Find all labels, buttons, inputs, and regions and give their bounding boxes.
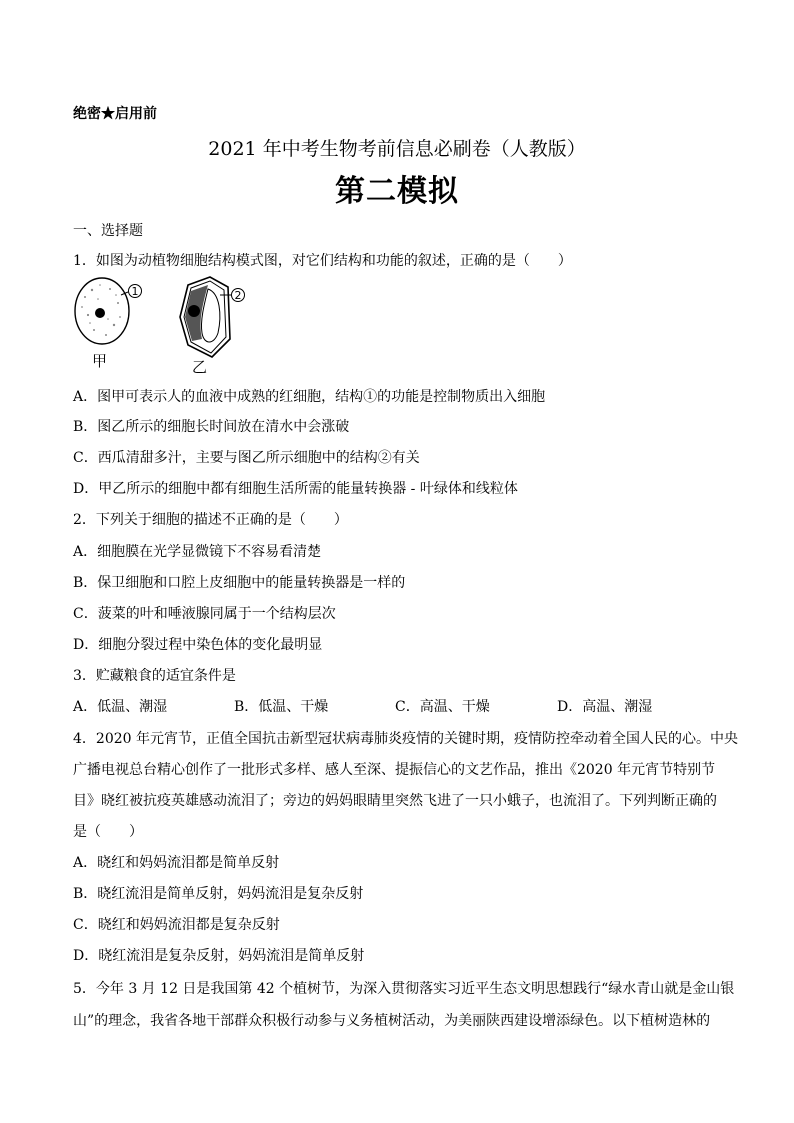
q2-option-a: A．细胞膜在光学显微镜下不容易看清楚	[73, 544, 322, 560]
q1-option-d: D．甲乙所示的细胞中都有细胞生活所需的能量转换器 - 叶绿体和线粒体	[73, 481, 518, 497]
q4-stem-line-2: 广播电视总台精心创作了一批形式多样、感人至深、提振信心的文艺作品，推出《2020 年元宵节特别节	[73, 762, 716, 778]
q4-option-b: B．晓红流泪是简单反射，妈妈流泪是复杂反射	[73, 886, 364, 902]
label-yi: 乙	[192, 358, 208, 376]
section-heading: 一、选择题	[73, 223, 143, 239]
animal-cell-nucleus	[95, 308, 105, 318]
q4-stem-line-1: 4．2020 年元宵节，正值全国抗击新型冠状病毒肺炎疫情的关键时期，疫情防控牵动着全国人民的心。中央	[73, 731, 738, 747]
q3-option-c: C．高温、干燥	[395, 699, 490, 715]
q5-stem-line-1: 5．今年 3 月 12 日是我国第 42 个植树节，为深入贯彻落实习近平生态文明思想践行“绿水青山就是金山银	[73, 981, 735, 997]
q4-stem-line-4: 是（ ）	[73, 824, 143, 840]
q3-option-a: A．低温、潮湿	[73, 699, 168, 715]
q2-option-d: D．细胞分裂过程中染色体的变化最明显	[73, 637, 323, 653]
q2-option-b: B．保卫细胞和口腔上皮细胞中的能量转换器是一样的	[73, 575, 406, 591]
q4-option-a: A．晓红和妈妈流泪都是简单反射	[73, 855, 280, 871]
q3-stem: 3．贮藏粮食的适宜条件是	[73, 668, 236, 684]
q3-option-d: D．高温、潮湿	[557, 699, 653, 715]
confidential-mark: 绝密★启用前	[73, 106, 157, 122]
marker-2: 2	[234, 289, 242, 302]
q1-option-c: C．西瓜清甜多汁，主要与图乙所示细胞中的结构②有关	[73, 450, 420, 466]
q1-option-a: A．图甲可表示人的血液中成熟的红细胞，结构①的功能是控制物质出入细胞	[73, 389, 546, 405]
plant-cell-nucleus	[188, 305, 200, 317]
q3-options	[73, 696, 733, 716]
q1-option-b: B．图乙所示的细胞长时间放在清水中会涨破	[73, 419, 350, 435]
q1-stem: 1．如图为动植物细胞结构模式图，对它们结构和功能的叙述，正确的是（ ）	[73, 253, 572, 269]
exam-subtitle: 2021 年中考生物考前信息必刷卷（人教版）	[208, 138, 586, 160]
exam-title: 第二模拟	[335, 174, 459, 209]
q2-stem: 2．下列关于细胞的描述不正确的是（ ）	[73, 512, 348, 528]
q4-option-c: C．晓红和妈妈流泪都是复杂反射	[73, 917, 280, 933]
marker-1: 1	[131, 285, 139, 298]
q4-stem-line-3: 目》晓红被抗疫英雄感动流泪了；旁边的妈妈眼睛里突然飞进了一只小蛾子，也流泪了。下列判断正确的	[73, 793, 717, 809]
q5-stem-line-2: 山”的理念，我省各地干部群众积极行动参与义务植树活动，为美丽陕西建设增添绿色。以下植树造林的	[73, 1013, 711, 1029]
label-jia: 甲	[92, 352, 108, 370]
q2-option-c: C．菠菜的叶和唾液腺同属于一个结构层次	[73, 606, 336, 622]
q3-option-b: B．低温、干燥	[234, 699, 329, 715]
q4-option-d: D．晓红流泪是复杂反射，妈妈流泪是简单反射	[73, 948, 365, 964]
